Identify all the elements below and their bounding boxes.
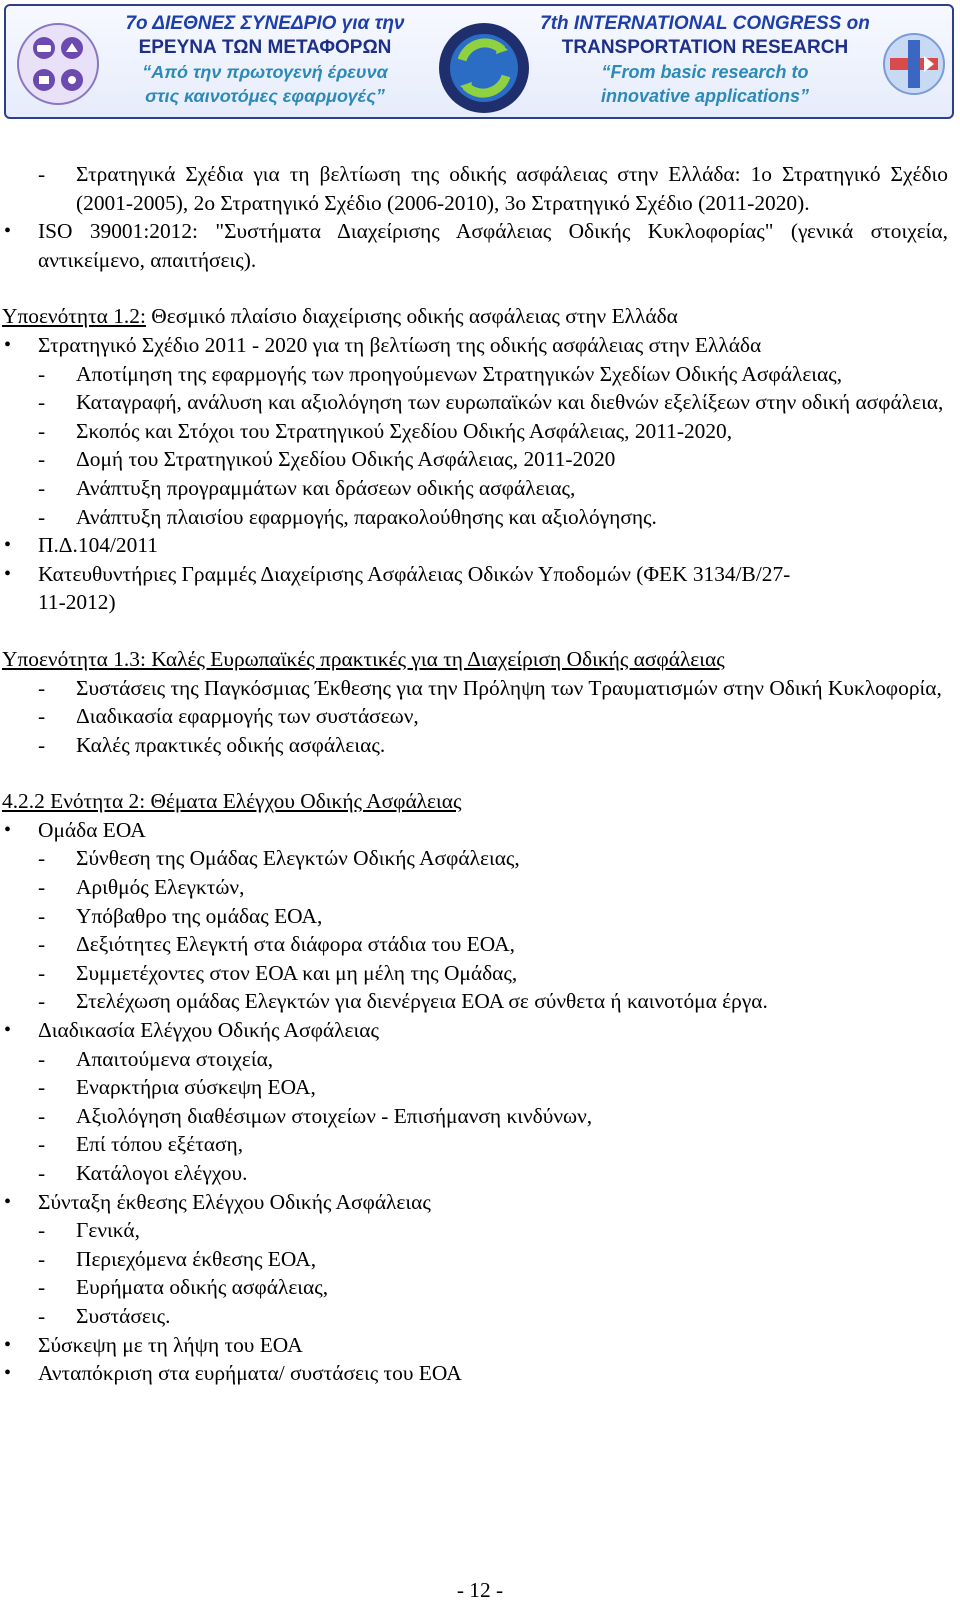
list-item: - Δεξιότητες Ελεγκτή στα διάφορα στάδια του ΕΟΑ, [0, 930, 960, 959]
spacer [0, 274, 960, 302]
list-item: - Εναρκτήρια σύσκεψη ΕΟΑ, [0, 1073, 960, 1102]
list-item: - Καλές πρακτικές οδικής ασφάλειας. [0, 731, 960, 760]
transport-logo-icon [14, 18, 104, 110]
list-item: - Καταγραφή, ανάλυση και αξιολόγηση των ευρωπαϊκών και διεθνών εξελίξεων στην οδική ασφάλεια, [0, 388, 960, 417]
list-item-text-continued: 11-2012) [38, 590, 116, 615]
list-item [0, 560, 960, 617]
spacer [0, 617, 960, 645]
subsection-1-2-title: Θεσμικό πλαίσιο διαχείρισης οδικής ασφάλειας στην Ελλάδα [145, 304, 678, 329]
banner-english-line2: TRANSPORTATION RESEARCH [561, 37, 849, 58]
list-item: - Συστάσεις. [0, 1302, 960, 1331]
list-item: - Στελέχωση ομάδας Ελεγκτών για διενέργεια ΕΟΑ σε σύνθετα ή καινοτόμα έργα. [0, 987, 960, 1016]
list-item: - Συμμετέχοντες στον ΕΟΑ και μη μέλη της Ομάδας, [0, 959, 960, 988]
banner-greek-text [106, 12, 424, 108]
list-item: - Αξιολόγηση διαθέσιμων στοιχείων - Επισήμανση κινδύνων, [0, 1102, 960, 1131]
list-item: • Ομάδα ΕΟΑ [0, 816, 960, 845]
list-item: • Στρατηγικό Σχέδιο 2011 - 2020 για τη βελτίωση της οδικής ασφάλειας στην Ελλάδα [0, 331, 960, 360]
recycle-globe-logo-icon [434, 20, 534, 116]
subsection-heading-1-3: Υποενότητα 1.3: Καλές Ευρωπαϊκές πρακτικές για τη Διαχείριση Οδικής ασφάλειας [2, 646, 725, 671]
list-item: - Περιεχόμενα έκθεσης ΕΟΑ, [0, 1245, 960, 1274]
congress-banner [4, 4, 954, 119]
list-item: • Ανταπόκριση στα ευρήματα/ συστάσεις του ΕΟΑ [0, 1359, 960, 1388]
list-item: - Επί τόπου εξέταση, [0, 1130, 960, 1159]
list-item: - Απαιτούμενα στοιχεία, [0, 1045, 960, 1074]
list-item: - Αριθμός Ελεγκτών, [0, 873, 960, 902]
list-item: - Σύνθεση της Ομάδας Ελεγκτών Οδικής Ασφάλειας, [0, 844, 960, 873]
banner-greek-line3: “Από την πρωτογενή έρευνα [142, 62, 388, 82]
network-logo-icon [878, 18, 950, 110]
list-item: - Ευρήματα οδικής ασφάλειας, [0, 1273, 960, 1302]
spacer [0, 759, 960, 787]
banner-greek-line4: στις καινοτόμες εφαρμογές” [145, 86, 385, 106]
banner-english-line4: innovative applications” [600, 86, 810, 106]
banner-english-line1: 7th INTERNATIONAL CONGRESS on [540, 13, 870, 34]
list-item: - Ανάπτυξη προγραμμάτων και δράσεων οδικής ασφάλειας, [0, 474, 960, 503]
banner-english-line3: “From basic research to [601, 62, 809, 82]
list-item: • Π.Δ.104/2011 [0, 531, 960, 560]
list-item: - Συστάσεις της Παγκόσμιας Έκθεσης για την Πρόληψη των Τραυματισμών στην Οδική Κυκλοφορία, [0, 674, 960, 703]
list-item: - Δομή του Στρατηγικού Σχεδίου Οδικής Ασφάλειας, 2011-2020 [0, 445, 960, 474]
banner-greek-line2: ΕΡΕΥΝΑ ΤΩΝ ΜΕΤΑΦΟΡΩΝ [138, 37, 392, 58]
section-heading-4-2-2: 4.2.2 Ενότητα 2: Θέματα Ελέγχου Οδικής Ασφάλειας [2, 789, 462, 814]
document-body [0, 160, 960, 1388]
list-item: - Ανάπτυξη πλαισίου εφαρμογής, παρακολούθησης και αξιολόγησης. [0, 503, 960, 532]
list-item: - Σκοπός και Στόχοι του Στρατηγικού Σχεδίου Οδικής Ασφάλειας, 2011-2020, [0, 417, 960, 446]
list-item: - Γενικά, [0, 1216, 960, 1245]
subsection-1-2-label: Υποενότητα 1.2: [2, 304, 146, 329]
list-item: - Κατάλογοι ελέγχου. [0, 1159, 960, 1188]
banner-english-text [538, 12, 872, 108]
list-item: - Αποτίμηση της εφαρμογής των προηγούμενων Στρατηγικών Σχεδίων Οδικής Ασφάλειας, [0, 360, 960, 389]
list-item: - Διαδικασία εφαρμογής των συστάσεων, [0, 702, 960, 731]
list-item: - Υπόβαθρο της ομάδας ΕΟΑ, [0, 902, 960, 931]
list-item: • Σύσκεψη με τη λήψη του ΕΟΑ [0, 1331, 960, 1360]
list-item: - Στρατηγικά Σχέδια για τη βελτίωση της οδικής ασφάλειας στην Ελλάδα: 1ο Στρατηγικό Σχέδιο (2001-2005), 2ο Στρατηγικό Σχέδιο (2006-2010), 3ο Στρατηγικό Σχέδιο (2011-2020). [0, 160, 960, 217]
list-item: • Σύνταξη έκθεσης Ελέγχου Οδικής Ασφάλειας [0, 1188, 960, 1217]
page-number: - 12 - [456, 1578, 504, 1602]
list-item: • ISO 39001:2012: "Συστήματα Διαχείρισης Ασφάλειας Οδικής Κυκλοφορίας" (γενικά στοιχεία, αντικείμενο, απαιτήσεις). [0, 217, 960, 274]
banner-greek-line1: 7ο ΔΙΕΘΝΕΣ ΣΥΝΕΔΡΙΟ για την [125, 13, 405, 34]
list-item-text: • Κατευθυντήριες Γραμμές Διαχείρισης Ασφάλειας Οδικών Υποδομών (ΦΕΚ 3134/Β/27- [38, 561, 791, 586]
subsection-heading-1-2 [0, 302, 960, 331]
list-item: • Διαδικασία Ελέγχου Οδικής Ασφάλειας [0, 1016, 960, 1045]
